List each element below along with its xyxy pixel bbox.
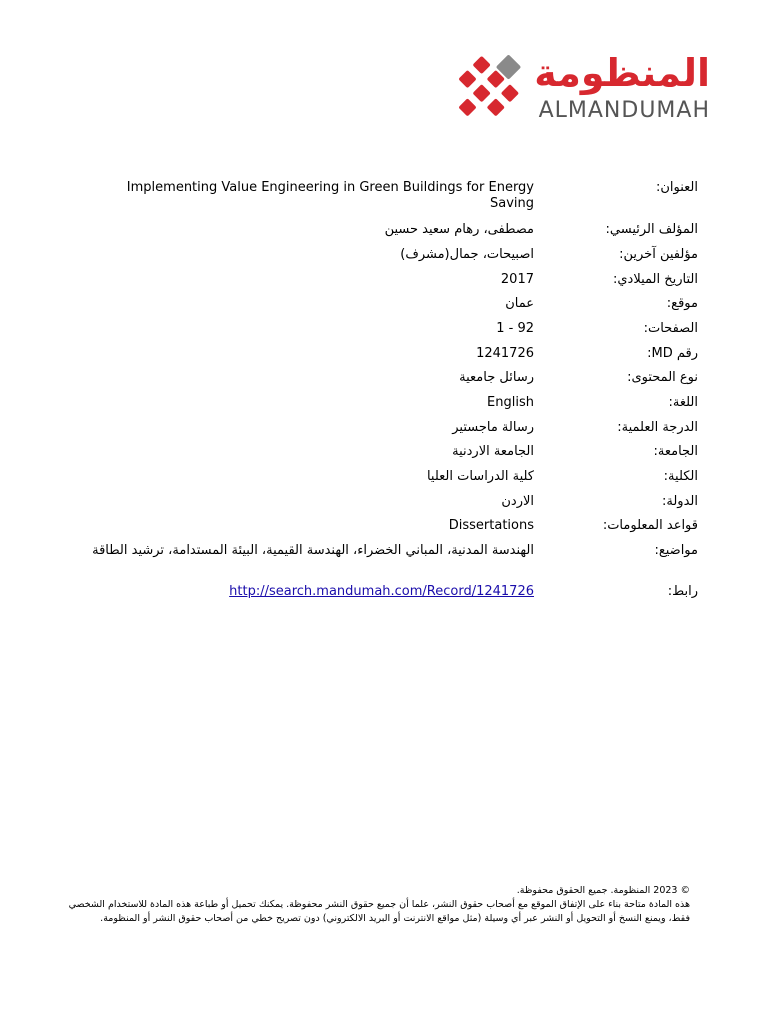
record-label: نوع المحتوى: <box>627 370 698 385</box>
record-label: موقع: <box>666 296 698 311</box>
record-value: Dissertations <box>448 518 534 533</box>
copyright-line: © 2023 المنظومة. جميع الحقوق محفوظة. <box>516 885 690 896</box>
brand-name-english: ALMANDUMAH <box>538 98 710 123</box>
record-label: رقم MD: <box>647 346 698 361</box>
record-label: الجامعة: <box>653 444 698 459</box>
record-label: التاريخ الميلادي: <box>613 272 698 287</box>
almandumah-logo <box>438 48 718 130</box>
record-label: الدولة: <box>662 494 698 509</box>
license-notice: هذه المادة متاحة بناء على الإتفاق الموقع مع أصحاب حقوق النشر، علما أن جميع حقوق النشر محفوظة. يمكنك تحميل أو طباعة هذه المادة للاستخدام الشخصي فقط، ويمنع النسخ أو التحويل أو النشر عبر أي وسيلة (مثل مواقع الانترنت أو البريد الالكتروني) دون تصريح خطي من أصحاب حقوق النشر أو المنظومة. <box>68 899 690 924</box>
record-label: الصفحات: <box>643 321 698 336</box>
record-value: Implementing Value Engineering in Green Buildings for Energy Saving <box>126 180 534 211</box>
record-value <box>84 584 534 600</box>
record-label: اللغة: <box>668 395 698 410</box>
record-value: الجامعة الاردنية <box>452 444 534 459</box>
diamond-logo-icon <box>438 48 538 130</box>
record-value: الاردن <box>501 494 534 509</box>
brand-name-arabic: المنظومة <box>534 51 710 95</box>
record-value: كلية الدراسات العليا <box>426 469 534 484</box>
record-value: عمان <box>505 296 534 311</box>
record-link[interactable]: http://search.mandumah.com/Record/1241726 <box>229 584 534 599</box>
record-value: English <box>487 395 534 410</box>
record-label: الكلية: <box>663 469 698 484</box>
record-value: 1 - 92 <box>496 321 534 336</box>
record-value: الهندسة المدنية، المباني الخضراء، الهندسة القيمية، البيئة المستدامة، ترشيد الطاقة <box>92 543 534 558</box>
record-value: رسالة ماجستير <box>452 420 534 435</box>
record-label: المؤلف الرئيسي: <box>605 222 698 237</box>
record-value: رسائل جامعية <box>459 370 534 385</box>
record-value: اصبيحات، جمال(مشرف) <box>400 247 534 262</box>
record-label: قواعد المعلومات: <box>602 518 698 533</box>
copyright-footer <box>58 884 690 926</box>
record-label: العنوان: <box>655 180 698 195</box>
record-value: 1241726 <box>476 346 534 361</box>
record-label: مواضيع: <box>654 543 698 558</box>
record-label: الدرجة العلمية: <box>617 420 698 435</box>
record-value: مصطفى، رهام سعيد حسين <box>384 222 534 237</box>
record-label: رابط: <box>667 584 698 599</box>
record-value: 2017 <box>500 272 534 287</box>
record-label: مؤلفين آخرين: <box>619 247 698 262</box>
